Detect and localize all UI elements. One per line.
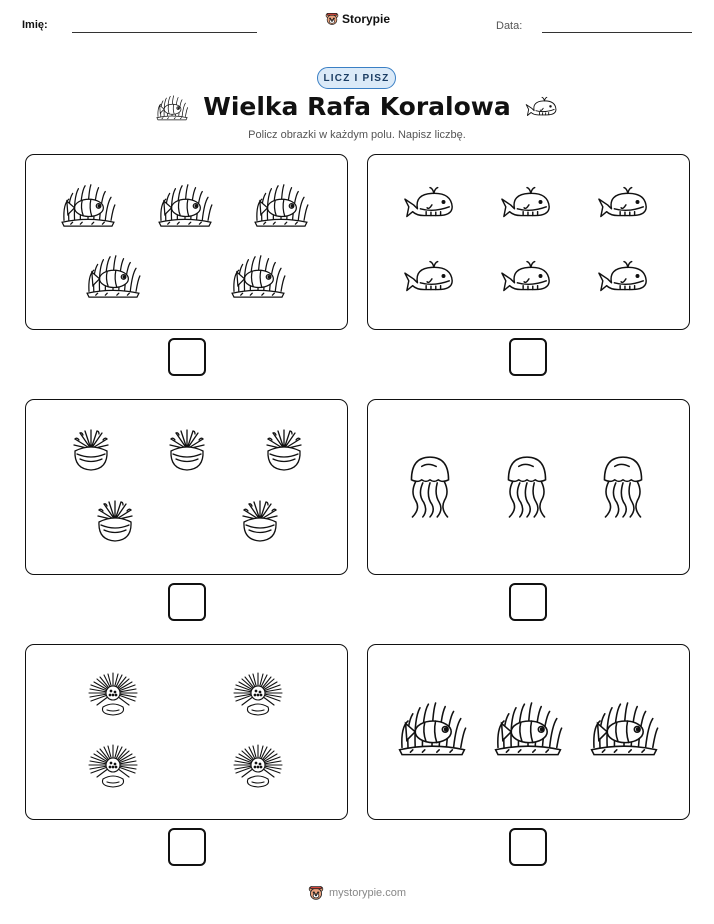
clownfish-anemone-icon	[396, 697, 468, 757]
clownfish-anemone-icon	[84, 251, 142, 299]
clownfish-anemone-icon	[588, 697, 660, 757]
sea-anemone-cup-icon	[264, 428, 304, 474]
counting-panel-6	[367, 644, 690, 820]
answer-box-1[interactable]	[168, 338, 206, 376]
sea-anemone-cup-icon	[240, 499, 280, 545]
bear-icon	[325, 12, 339, 26]
whale-icon	[597, 185, 651, 221]
page-title: Wielka Rafa Koralowa	[203, 92, 511, 121]
clownfish-anemone-icon	[155, 93, 189, 121]
sea-anemone-cup-icon	[95, 499, 135, 545]
answer-box-3[interactable]	[168, 583, 206, 621]
sea-anemone-cup-icon	[71, 428, 111, 474]
whale-icon	[597, 259, 651, 295]
sea-flower-icon	[231, 671, 285, 717]
counting-panel-1	[25, 154, 348, 330]
name-write-line[interactable]	[72, 32, 257, 33]
answer-box-6[interactable]	[509, 828, 547, 866]
counting-panel-3	[25, 399, 348, 575]
clownfish-anemone-icon	[59, 180, 117, 228]
counting-panel-2	[367, 154, 690, 330]
whale-icon	[403, 185, 457, 221]
counting-panel-5	[25, 644, 348, 820]
jellyfish-icon	[405, 453, 455, 519]
sea-flower-icon	[86, 743, 140, 789]
sea-flower-icon	[86, 671, 140, 717]
name-label: Imię:	[22, 19, 48, 31]
clownfish-anemone-icon	[492, 697, 564, 757]
date-label: Data:	[496, 20, 523, 32]
jellyfish-icon	[598, 453, 648, 519]
whale-icon	[525, 96, 559, 118]
bear-icon	[308, 885, 324, 901]
clownfish-anemone-icon	[156, 180, 214, 228]
answer-box-2[interactable]	[509, 338, 547, 376]
clownfish-anemone-icon	[252, 180, 310, 228]
category-badge: LICZ I PISZ	[317, 67, 396, 89]
sea-anemone-cup-icon	[167, 428, 207, 474]
footer-url: mystorypie.com	[328, 887, 407, 899]
whale-icon	[500, 185, 554, 221]
jellyfish-icon	[502, 453, 552, 519]
answer-box-4[interactable]	[509, 583, 547, 621]
footer	[0, 885, 714, 901]
whale-icon	[403, 259, 457, 295]
brand-name: Storypie	[342, 12, 391, 26]
counting-panel-4	[367, 399, 690, 575]
date-write-line[interactable]	[542, 32, 692, 33]
whale-icon	[500, 259, 554, 295]
title-row	[0, 92, 714, 121]
sea-flower-icon	[231, 743, 285, 789]
clownfish-anemone-icon	[229, 251, 287, 299]
instructions: Policz obrazki w każdym polu. Napisz liczbę.	[248, 129, 466, 141]
brand-logo	[325, 12, 390, 26]
answer-box-5[interactable]	[168, 828, 206, 866]
